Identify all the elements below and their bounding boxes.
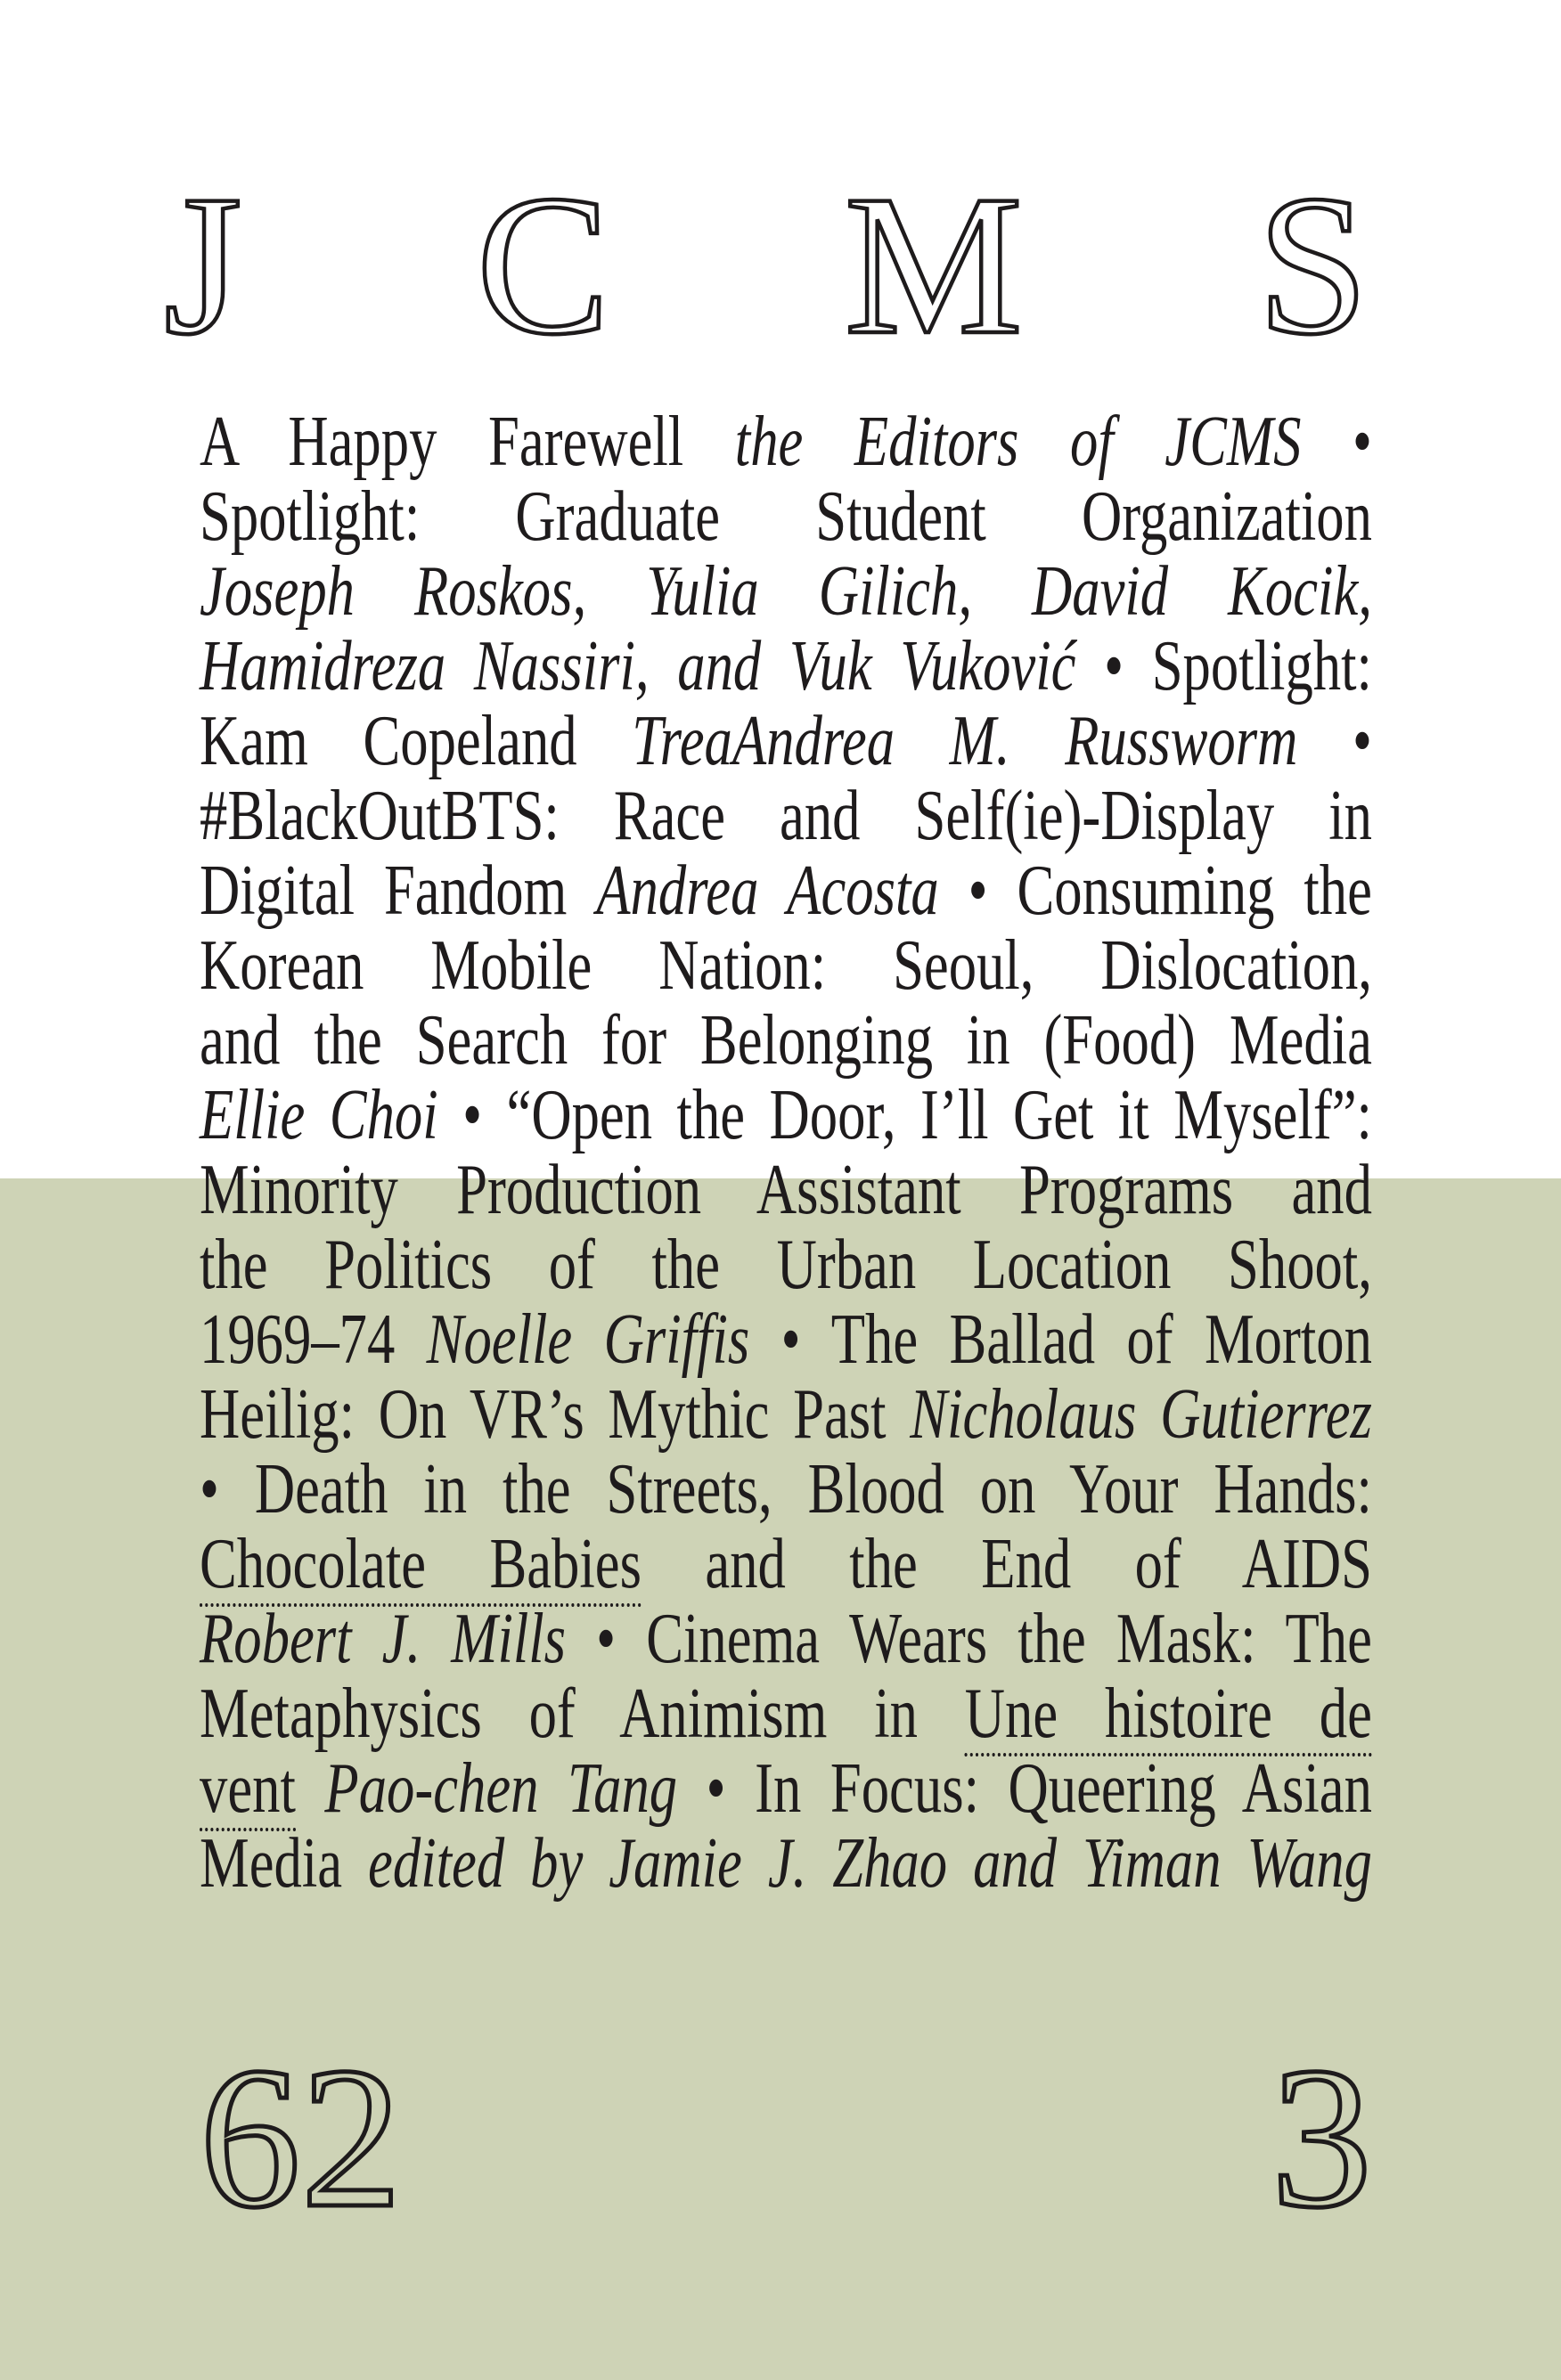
logo-letter: C [476, 153, 610, 376]
toc-title-text: • The Ballad of Morton [780, 1300, 1372, 1379]
toc-author-text: Joseph Roskos, Yulia Gilich, David Kocik, [200, 552, 1372, 631]
logo-letter: J [164, 153, 242, 376]
toc-author-text: edited by Jamie J. Zhao and Yiman Wang [368, 1824, 1372, 1903]
toc-line [200, 928, 1372, 1003]
toc-line [200, 629, 1372, 704]
toc-author-text: TreaAndrea M. Russworm [632, 702, 1353, 780]
table-of-contents [200, 404, 1372, 1901]
toc-title-text: • “Open the Door, I’ll Get it Myself”: [462, 1076, 1372, 1154]
toc-line [200, 479, 1372, 554]
journal-logo [164, 153, 1369, 376]
toc-line [200, 1377, 1372, 1452]
toc-line [200, 1302, 1372, 1377]
toc-title-text: and the Search for Belonging in (Food) Media [200, 1001, 1372, 1080]
toc-line [200, 1003, 1372, 1078]
toc-author-text: Pao-chen Tang [324, 1749, 707, 1828]
toc-title-text: Spotlight: Graduate Student Organization [200, 477, 1372, 556]
logo-letter: S [1256, 153, 1369, 376]
toc-author-text: Hamidreza Nassiri, and Vuk Vuković [200, 627, 1105, 705]
toc-line [200, 1078, 1372, 1153]
toc-line [200, 1527, 1372, 1602]
toc-title-text: • Spotlight: [1104, 627, 1372, 705]
toc-title-text: A Happy Farewell [200, 403, 735, 481]
toc-title-text: 1969–74 [200, 1300, 427, 1379]
toc-title-text [296, 1749, 325, 1828]
logo-letter: M [844, 153, 1023, 376]
toc-title-text: Chocolate Babies [200, 1525, 642, 1607]
issue-number: 3 [1271, 2026, 1372, 2250]
toc-line [200, 1452, 1372, 1527]
volume-issue-row [200, 2026, 1372, 2250]
toc-title-text: Heilig: On VR’s Mythic Past [200, 1375, 911, 1454]
toc-line [200, 1602, 1372, 1676]
toc-line [200, 1751, 1372, 1826]
toc-title-text: Digital Fandom [200, 852, 597, 930]
toc-author-text: Noelle Griffis [426, 1300, 781, 1379]
toc-title-text: • Cinema Wears the Mask: The [596, 1600, 1372, 1678]
toc-author-text: Robert J. Mills [200, 1600, 597, 1678]
toc-line [200, 853, 1372, 928]
toc-line [200, 1153, 1372, 1227]
toc-line [200, 404, 1372, 479]
toc-title-text: and the End of AIDS [642, 1525, 1372, 1603]
toc-line [200, 1227, 1372, 1302]
toc-title-text: Metaphysics of Animism in [200, 1675, 965, 1753]
toc-author-text: the Editors of JCMS [734, 403, 1353, 481]
toc-title-text: #BlackOutBTS: Race and Self(ie)-Display in [200, 777, 1372, 855]
toc-title-text: the Politics of the Urban Location Shoot, [200, 1226, 1372, 1304]
toc-line [200, 1826, 1372, 1901]
toc-line [200, 554, 1372, 629]
toc-line [200, 1676, 1372, 1751]
toc-title-text: Une histoire de [965, 1675, 1372, 1756]
toc-title-text: • In Focus: Queering Asian [706, 1749, 1372, 1828]
toc-title-text: vent [200, 1749, 296, 1831]
toc-author-text: Andrea Acosta [596, 852, 968, 930]
toc-title-text: Korean Mobile Nation: Seoul, Dislocation, [200, 926, 1372, 1005]
toc-title-text: Media [200, 1824, 369, 1903]
toc-title-text: • Death in the Streets, Blood on Your Hands: [200, 1450, 1372, 1528]
toc-author-text: Nicholaus Gutierrez [910, 1375, 1372, 1454]
toc-title-text: • [1353, 702, 1372, 780]
toc-title-text: • [1352, 403, 1372, 481]
toc-title-text: • Consuming the [968, 852, 1372, 930]
toc-author-text: Ellie Choi [200, 1076, 463, 1154]
toc-title-text: Kam Copeland [200, 702, 633, 780]
toc-line [200, 778, 1372, 853]
toc-title-text: Minority Production Assistant Programs and [200, 1151, 1372, 1229]
volume-number: 62 [200, 2026, 402, 2250]
toc-line [200, 704, 1372, 778]
